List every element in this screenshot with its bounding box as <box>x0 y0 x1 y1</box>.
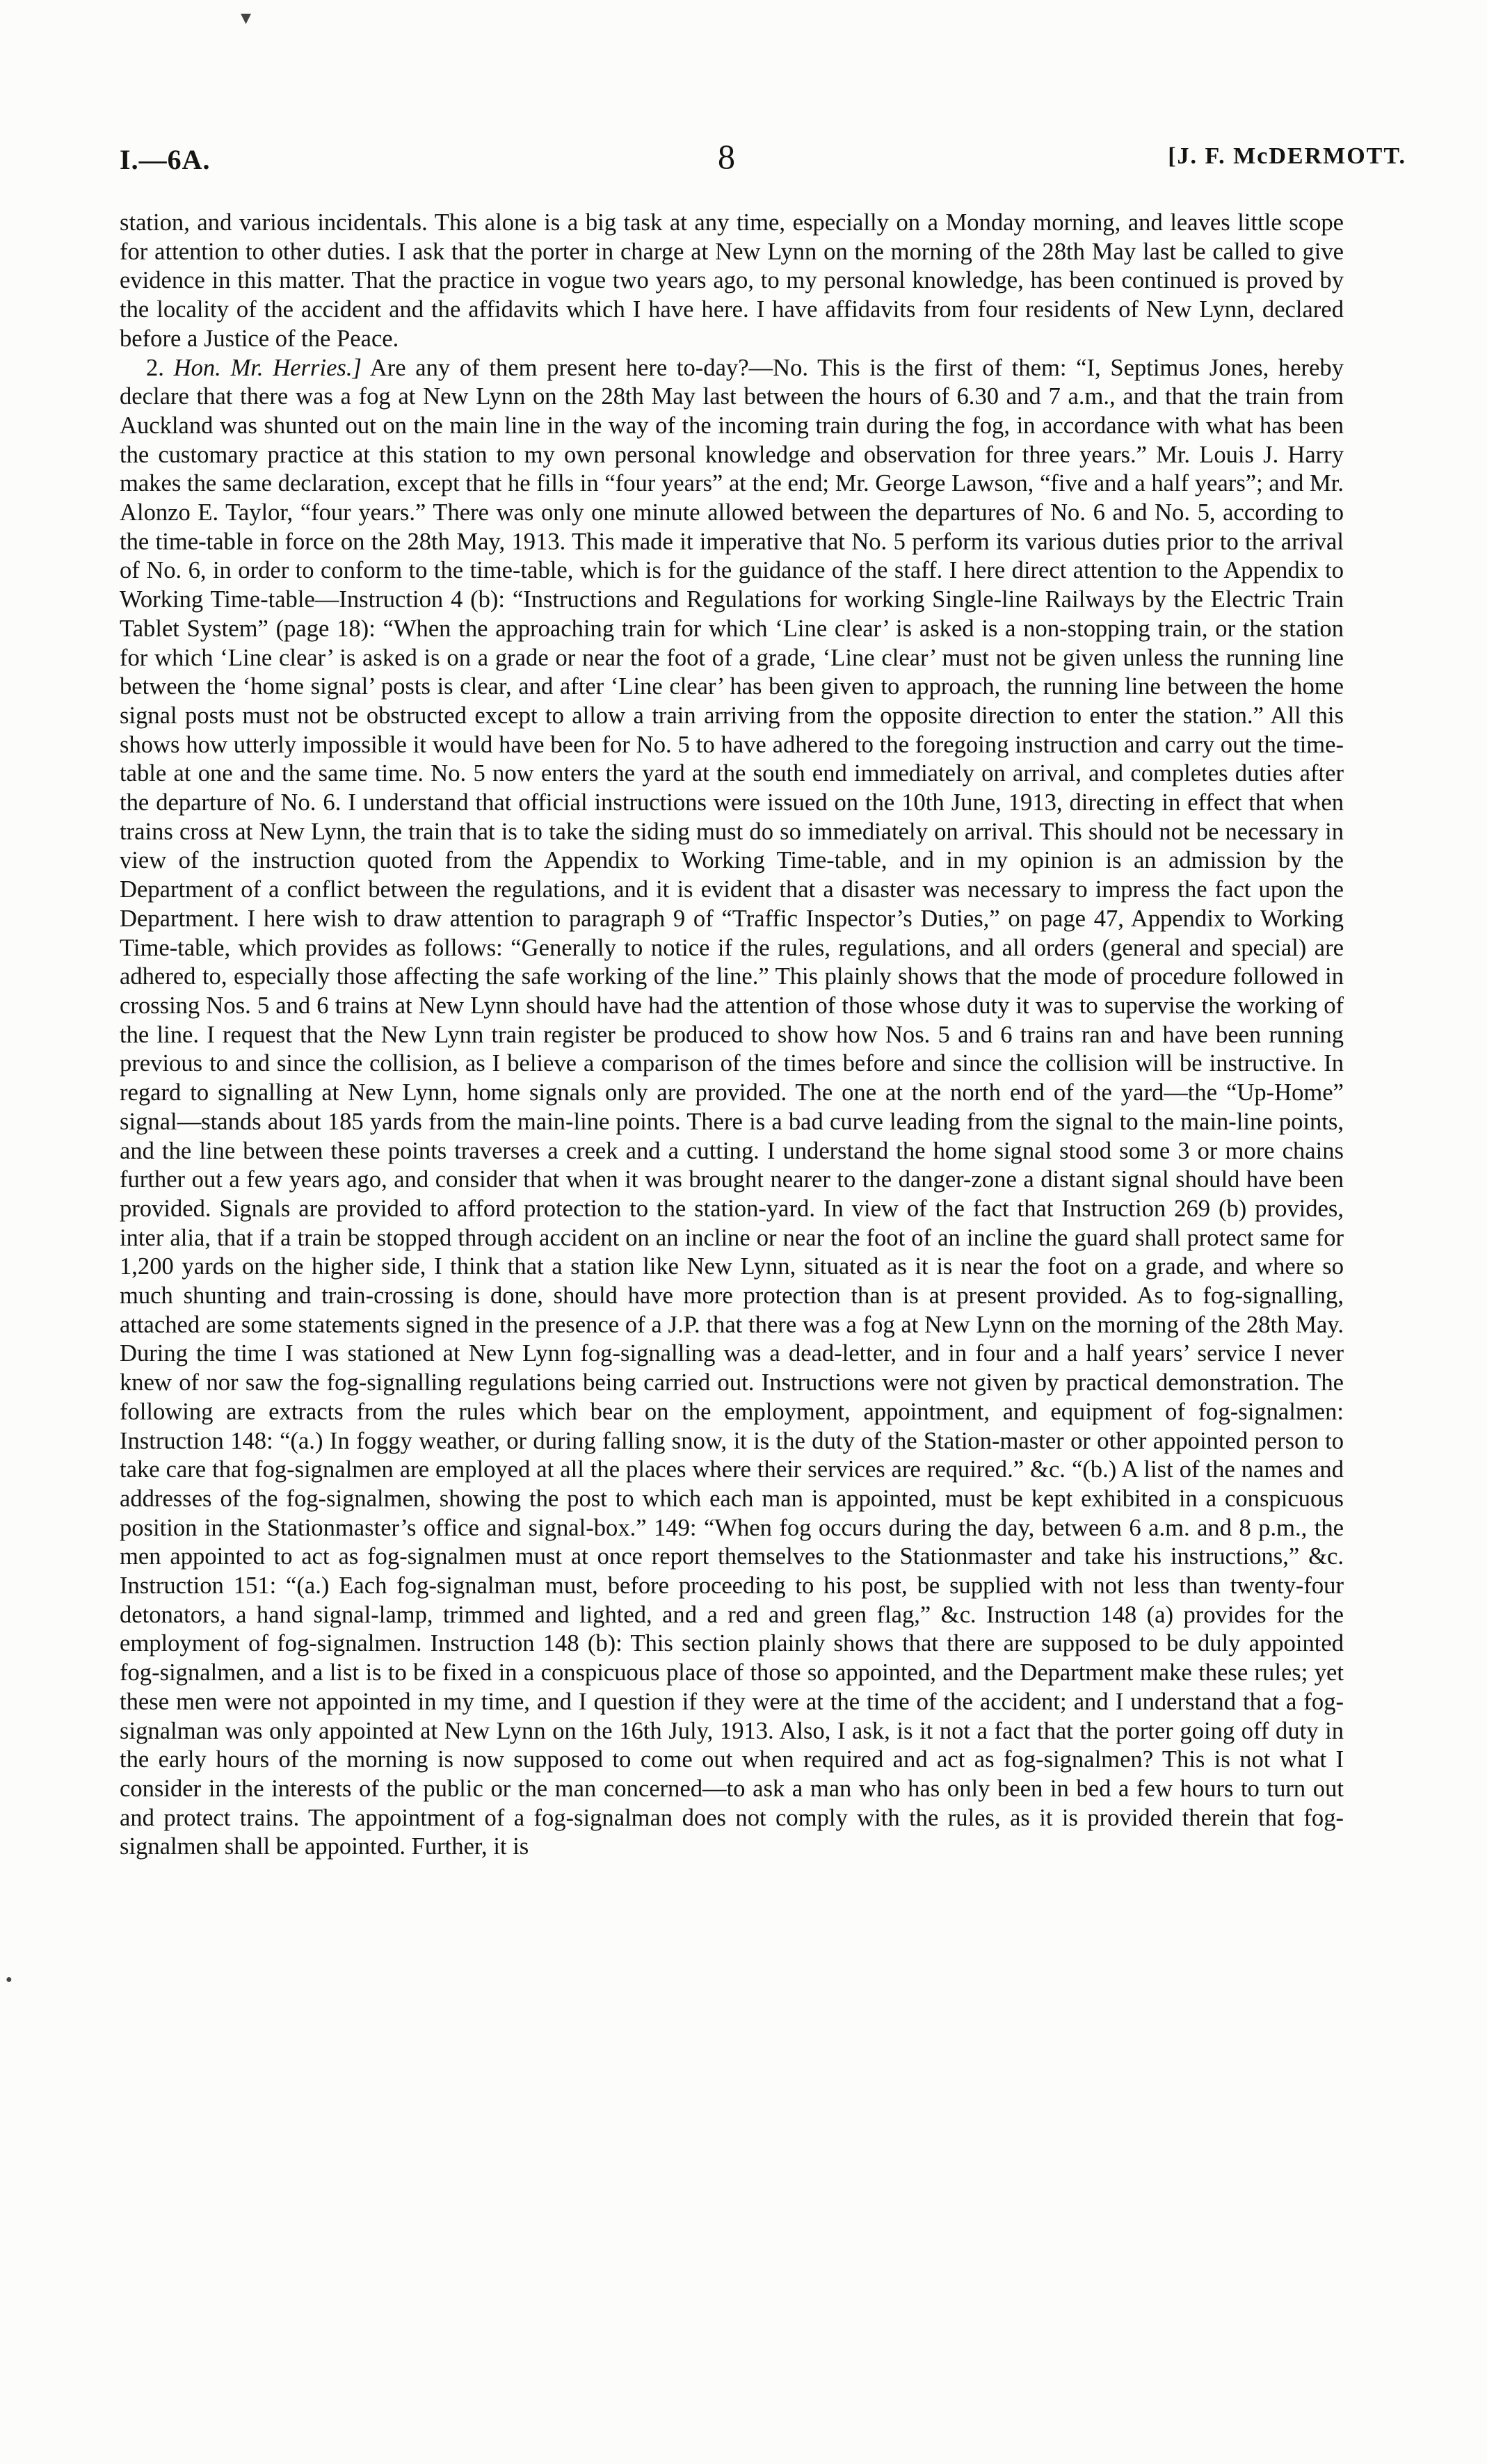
paragraph-text: Are any of them present here to-day?—No. This is the first of them: “I, Septimus Jones, hereby declare that there was a fog at New Lynn on the 28th May last between the hours of 6.30 and 7 a.m., and that the train from Auckland was shunted out on the main line in the way of the incoming train during the fog, in accordance with what has been the customary practice at this station to my own personal knowledge and observation for three years.” Mr. Louis J. Harry makes the same declaration, except that he fills in “four years” at the end; Mr. George Lawson, “five and a half years”; and Mr. Alonzo E. Taylor, “four years.” There was only one minute allowed between the departures of No. 6 and No. 5, according to the time-table in force on the 28th May, 1913. This made it imperative that No. 5 perform its various duties prior to the arrival of No. 6, in order to conform to the time-table, which is for the guidance of the staff. I here direct attention to the Appendix to Working Time-table—Instruction 4 (b): “Instructions and Regulations for working Single-line Railways by the Electric Train Tablet System” (page 18): “When the approaching train for which ‘Line clear’ is asked is a non-stopping train, or the station for which ‘Line clear’ is asked is on a grade or near the foot of a grade, ‘Line clear’ must not be given unless the running line between the ‘home signal’ posts is clear, and after ‘Line clear’ has been given to approach, the running line between the home signal posts must not be obstructed except to allow a train arriving from the opposite direction to enter the station.” All this shows how utterly impossible it would have been for No. 5 to have adhered to the foregoing instruction and carry out the time-table at one and the same time. No. 5 now enters the yard at the south end immediately on arrival, and completes duties after the departure of No. 6. I understand that official instructions were issued on the 10th June, 1913, directing in effect that when trains cross at New Lynn, the train that is to take the siding must do so immediately on arrival. This should not be necessary in view of the instruction quoted from the Appendix to Working Time-table, and in my opinion is an admission by the Department of a conflict between the regulations, and it is evident that a disaster was necessary to impress the fact upon the Department. I here wish to draw attention to paragraph 9 of “Traffic Inspector’s Duties,” on page 47, Appendix to Working Time-table, which provides as follows: “Generally to notice if the rules, regulations, and all orders (general and special) are adhered to, especially those affecting the safe working of the line.” This plainly shows that the mode of procedure followed in crossing Nos. 5 and 6 trains at New Lynn should have had the attention of those whose duty it was to supervise the working of the line. I request that the New Lynn train register be produced to show how Nos. 5 and 6 trains ran and have been running previous to and since the collision, as I believe a comparison of the times before and since the collision will be instructive. In regard to signalling at New Lynn, home signals only are provided. The one at the north end of the yard—the “Up-Home” signal—stands about 185 yards from the main-line points. There is a bad curve leading from the signal to the main-line points, and the line between these points traverses a creek and a cutting. I understand the home signal stood some 3 or more chains further out a few years ago, and consider that when it was brought nearer to the danger-zone a distant signal should have been provided. Signals are provided to afford protection to the station-yard. In view of the fact that Instruction 269 (b) provides, inter alia, that if a train be stopped through accident on an incline or near the foot of an incline the guard shall protect same for 1,200 yards on the higher side, I think that a station like New Lynn, situated as it is near the foot on a grade, and where so much shunting and train-crossing is done, should have more protection than is at present provided. As to fog-signalling, attached are some statements signed in the presence of a J.P. that there was a fog at New Lynn on the morning of the 28th May. During the time I was stationed at New Lynn fog-signalling was a dead-letter, and in four and a half years’ service I never knew of nor saw the fog-signalling regulations being carried out. Instructions were not given by practical demonstration. The following are extracts from the rules which bear on the employment, appointment, and equipment of fog-signalmen: Instruction 148: “(a.) In foggy weather, or during falling snow, it is the duty of the Station-master or other appointed person to take care that fog-signalmen are employed at all the places where their services are required.” &c. “(b.) A list of the names and addresses of the fog-signalmen, showing the post to which each man is appointed, must be kept exhibited in a conspicuous position in the Stationmaster’s office and signal-box.” 149: “When fog occurs during the day, between 6 a.m. and 8 p.m., the men appointed to act as fog-signalmen must at once report themselves to the Stationmaster and take his instructions,” &c. Instruction 151: “(a.) Each fog-signalman must, before proceeding to his post, be supplied with not less than twenty-four detonators, a hand signal-lamp, trimmed and lighted, and a red and green flag,” &c. Instruction 148 (a) provides for the employment of fog-signalmen. Instruction 148 (b): This section plainly shows that there are supposed to be duly appointed fog-signalmen, and a list is to be fixed in a conspicuous place of those so appointed, and the Department make these rules; yet these men were not appointed in my time, and I question if they were at the time of the accident; and I understand that a fog-signalman was only appointed at New Lynn on the 16th July, 1913. Also, I ask, is it not a fact that the porter going off duty in the early hours of the morning is now supposed to come out when required and act as fog-signalmen? This is not what I consider in the interests of the public or the man concerned—to ask a man who has only been in bed a few hours to turn out and protect trains. The appointment of a fog-signalman does not comply with the rules, as it is provided therein that fog-signalmen shall be appointed. Further, it is <box>120 354 1344 1860</box>
page-number: 8 <box>718 137 735 176</box>
paragraph-continuation <box>120 209 1344 354</box>
page-header <box>120 136 1406 178</box>
scan-speck: ● <box>6 1974 13 1986</box>
paragraph-question-2 <box>120 354 1344 1862</box>
questioner-name: Hon. Mr. Herries.] <box>173 354 362 381</box>
question-number: 2. <box>146 354 164 381</box>
body-text <box>120 209 1344 1862</box>
scan-speck: ▾ <box>241 6 252 29</box>
paragraph-text: station, and various incidentals. This alone is a big task at any time, especially on a Monday morning, and leaves little scope for attention to other duties. I ask that the porter in charge at New Lynn on the morning of the 28th May last be called to give evidence in this matter. That the practice in vogue two years ago, to my personal knowledge, has been continued is proved by the locality of the accident and the affidavits which I have here. I have affidavits from four residents of New Lynn, declared before a Justice of the Peace. <box>120 209 1344 352</box>
document-reference: I.—6A. <box>120 144 211 175</box>
running-head-speaker: [J. F. McDERMOTT. <box>1168 143 1406 169</box>
